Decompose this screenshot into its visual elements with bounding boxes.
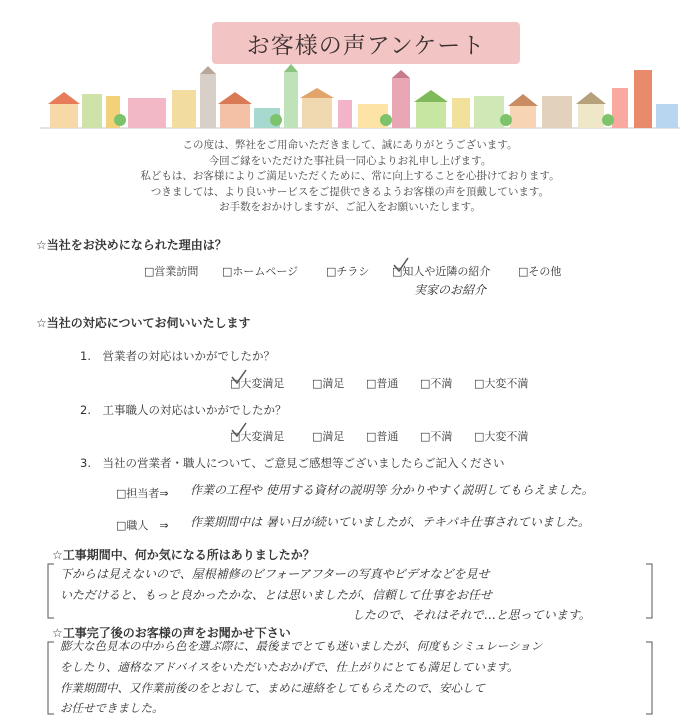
question-craftsman-response: 2. 工事職人の対応はいかがでしたか？ [80,403,287,417]
checkmark-icon [230,368,248,386]
reason-handwritten: 実家のお紹介 [414,283,487,297]
tower-icon [284,64,298,128]
tree-icon [270,114,282,126]
house-icon [576,92,606,128]
building-icon [82,94,102,128]
building-icon [474,96,504,128]
concerns-line-2: いただけると、もっと良かったかな、とは思いましたが、信頼して仕事をお任せ [60,588,493,602]
building-icon [634,70,652,128]
q2-satisfied[interactable]: □満足 [312,430,345,443]
feedback-line-1: 膨大な色見本の中から色を選ぶ際に、最後までとても迷いましたが、何度もシミュレーション [60,639,543,653]
house-icon [48,92,80,128]
townscape-illustration [40,64,680,132]
house-icon [218,92,252,128]
section-heading-concerns: ☆工事期間中、何か気になる所はありましたか？ [52,548,315,562]
building-icon [338,100,352,128]
section-heading-response: ☆当社の対応についてお伺いいたします [36,316,251,330]
craftsman-comment: 作業期間中は 暑い日が続いていましたが、テキパキ仕事されていました。 [190,515,590,529]
house-icon [414,90,448,128]
option-flyer[interactable]: □チラシ [326,265,370,278]
building-icon [542,96,572,128]
question-comments: 3. 当社の営業者・職人について、ご意見ご感想等ございましたらご記入ください [80,456,505,470]
q1-very-satisfied[interactable]: □大変満足 [230,377,285,390]
tree-icon [114,114,126,126]
q1-very-dissatisfied[interactable]: □大変不満 [474,377,529,390]
intro-text: この度は、弊社をご用命いただきまして、誠にありがとうございます。 今回ご縁をいただけた事社員一同心よりお礼申し上げます。 私どもは、お客様によりご満足いただくために、常に向上することを心掛けております。 つきましては、より良いサービスをご提供できるようお客様の声を頂戴しています。 お手数をおかけしますが、ご記入をお願いいたします。 [140,139,560,213]
page-title: お客様の声アンケート [246,32,486,59]
q2-very-satisfied[interactable]: □大変満足 [230,430,285,443]
option-homepage[interactable]: □ホームページ [222,265,299,278]
house-icon [508,94,538,128]
feedback-line-3: 作業期間中、又作業前後のをとおして、まめに連絡をしてもらえたので、安心して [60,681,486,695]
building-icon [452,98,470,128]
checkmark-icon [392,256,410,274]
section-heading-feedback: ☆工事完了後のお客様の声をお聞かせ下さい [52,626,291,640]
tree-icon [602,114,614,126]
question-sales-response: 1. 営業者の対応はいかがでしたか？ [80,349,275,363]
q1-dissatisfied[interactable]: □不満 [420,377,453,390]
option-referral[interactable]: □知人や近隣の紹介 [392,265,491,278]
tree-icon [500,114,512,126]
staff-label[interactable]: □担当者⇒ [116,487,169,500]
checkmark-icon [230,421,248,439]
q2-dissatisfied[interactable]: □不満 [420,430,453,443]
tree-icon [380,114,392,126]
q2-very-dissatisfied[interactable]: □大変不満 [474,430,529,443]
title-banner [212,22,520,64]
building-icon [172,90,196,128]
craftsman-label[interactable]: □職人 ⇒ [116,519,169,532]
q2-neutral[interactable]: □普通 [366,430,399,443]
q1-neutral[interactable]: □普通 [366,377,399,390]
house-icon [300,88,334,128]
option-sales-visit[interactable]: □営業訪問 [144,265,199,278]
feedback-line-4: お任せできました。 [60,701,164,715]
section-heading-reason: ☆当社をお決めになられた理由は？ [36,238,227,252]
tower-icon [392,70,410,128]
concerns-line-3: したので、それはそれで…と思っています。 [352,608,591,622]
concerns-line-1: 下からは見えないので、屋根補修のビフォーアフターの写真やビデオなどを見せ [60,567,490,581]
staff-comment: 作業の工程や 使用する資材の説明等 分かりやすく説明してもらえました。 [190,483,594,497]
building-icon [128,98,166,128]
q1-satisfied[interactable]: □満足 [312,377,345,390]
building-icon [656,104,678,128]
building-icon [612,88,628,128]
feedback-line-2: をしたり、適格なアドバイスをいただいたおかげで、仕上がりにとても満足しています。 [60,660,519,674]
tower-icon [200,66,216,128]
option-other[interactable]: □その他 [518,265,562,278]
